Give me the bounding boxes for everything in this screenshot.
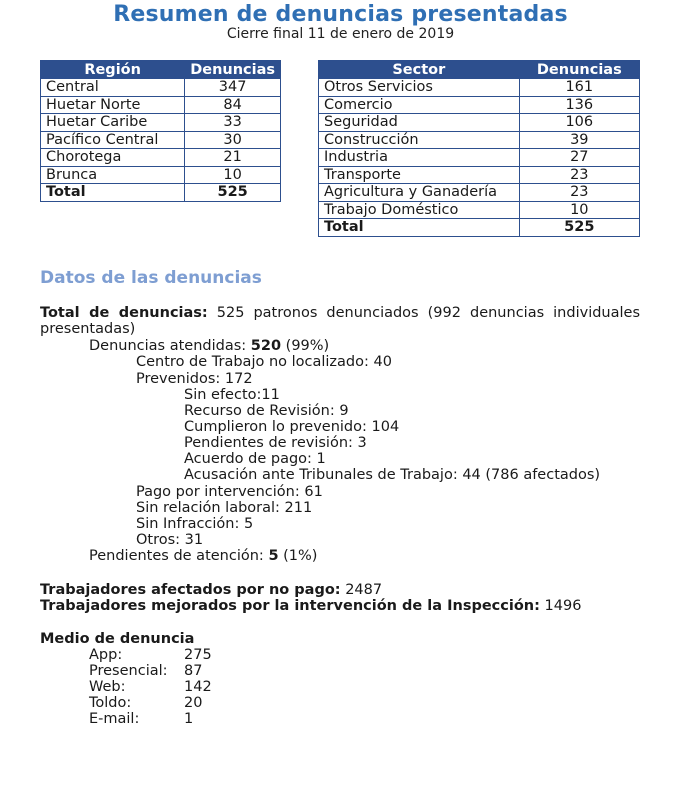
medio-value: 275 [184, 647, 212, 663]
count-cell: 27 [519, 149, 639, 167]
count-cell: 161 [519, 79, 639, 97]
total-denuncias-text: 525 patronos denunciados (992 denuncias individuales presentadas) [40, 305, 641, 337]
sector-cell: Transporte [319, 166, 520, 184]
count-cell: 84 [185, 96, 281, 114]
list-item: Otros: 31 [136, 532, 204, 548]
region-cell: Chorotega [41, 149, 185, 167]
list-item: Cumplieron lo prevenido: 104 [184, 419, 400, 435]
medio-label: App: [89, 647, 123, 663]
count-cell: 347 [185, 79, 281, 97]
mejorados-label: Trabajadores mejorados por la intervención de la Inspección: [40, 598, 540, 614]
table-row [319, 201, 640, 219]
section-title: Datos de las denuncias [40, 268, 262, 288]
table-row [41, 149, 281, 167]
atendidas-value: 520 [250, 338, 282, 354]
column-header: Sector [319, 61, 520, 79]
medio-title: Medio de denuncia [40, 631, 195, 647]
region-cell: Brunca [41, 166, 185, 184]
total-value: 525 [519, 219, 639, 237]
table-row [319, 131, 640, 149]
table-row [319, 96, 640, 114]
total-value: 525 [185, 184, 281, 202]
list-item: Acusación ante Tribunales de Trabajo: 44 (786 afectados) [184, 467, 601, 483]
column-header: Denuncias [185, 61, 281, 79]
sector-cell: Otros Servicios [319, 79, 520, 97]
list-item: Sin Infracción: 5 [136, 516, 254, 532]
total-row [41, 184, 281, 202]
pendientes-pct: (1%) [278, 548, 318, 564]
page-subtitle: Cierre final 11 de enero de 2019 [226, 26, 455, 42]
atendidas-pct: (99%) [281, 338, 330, 354]
count-cell: 21 [185, 149, 281, 167]
afectados-label: Trabajadores afectados por no pago: [40, 582, 341, 598]
count-cell: 30 [185, 131, 281, 149]
sector-cell: Seguridad [319, 114, 520, 132]
list-item: Centro de Trabajo no localizado: 40 [136, 354, 392, 370]
table-row [41, 114, 281, 132]
total-label: Total [319, 219, 520, 237]
medio-value: 142 [184, 679, 212, 695]
table-row [41, 166, 281, 184]
table-row [319, 79, 640, 97]
list-item: Pago por intervención: 61 [136, 484, 323, 500]
column-header: Denuncias [519, 61, 639, 79]
table-row [41, 131, 281, 149]
list-item: Recurso de Revisión: 9 [184, 403, 349, 419]
atendidas-line [89, 338, 329, 354]
region-cell: Huetar Caribe [41, 114, 185, 132]
pendientes-label: Pendientes de atención: [89, 548, 269, 564]
medio-label: Presencial: [89, 663, 168, 679]
medio-value: 20 [184, 695, 203, 711]
region-cell: Pacífico Central [41, 131, 185, 149]
list-item: Acuerdo de pago: 1 [184, 451, 326, 467]
medio-label: Web: [89, 679, 126, 695]
count-cell: 106 [519, 114, 639, 132]
sector-cell: Industria [319, 149, 520, 167]
table-row [41, 79, 281, 97]
table-row [319, 184, 640, 202]
table-header-row [41, 61, 281, 79]
table-row [319, 114, 640, 132]
list-item: Sin relación laboral: 211 [136, 500, 313, 516]
count-cell: 33 [185, 114, 281, 132]
count-cell: 23 [519, 184, 639, 202]
region-cell: Central [41, 79, 185, 97]
atendidas-label: Denuncias atendidas: [89, 338, 251, 354]
pendientes-line [89, 548, 317, 564]
mejorados-line [40, 598, 581, 614]
list-item: Sin efecto:11 [184, 387, 280, 403]
table-header-row [319, 61, 640, 79]
afectados-value: 2487 [340, 582, 383, 598]
total-label: Total [41, 184, 185, 202]
pendientes-value: 5 [268, 548, 279, 564]
count-cell: 10 [185, 166, 281, 184]
mejorados-value: 1496 [539, 598, 582, 614]
column-header: Región [41, 61, 185, 79]
sector-table [318, 60, 640, 237]
count-cell: 136 [519, 96, 639, 114]
sector-cell: Agricultura y Ganadería [319, 184, 520, 202]
afectados-line [40, 582, 382, 598]
medio-label: E-mail: [89, 711, 140, 727]
table-row [319, 166, 640, 184]
list-item: Prevenidos: 172 [136, 371, 253, 387]
region-cell: Huetar Norte [41, 96, 185, 114]
count-cell: 10 [519, 201, 639, 219]
count-cell: 23 [519, 166, 639, 184]
sector-cell: Construcción [319, 131, 520, 149]
list-item: Pendientes de revisión: 3 [184, 435, 367, 451]
medio-label: Toldo: [89, 695, 132, 711]
total-denuncias-paragraph [40, 305, 640, 337]
count-cell: 39 [519, 131, 639, 149]
table-row [319, 149, 640, 167]
table-row [41, 96, 281, 114]
sector-cell: Comercio [319, 96, 520, 114]
total-denuncias-label: Total de denuncias: [40, 305, 208, 321]
region-table [40, 60, 281, 202]
medio-value: 87 [184, 663, 203, 679]
medio-value: 1 [184, 711, 194, 727]
sector-cell: Trabajo Doméstico [319, 201, 520, 219]
total-row [319, 219, 640, 237]
page-title: Resumen de denuncias presentadas [113, 2, 568, 27]
